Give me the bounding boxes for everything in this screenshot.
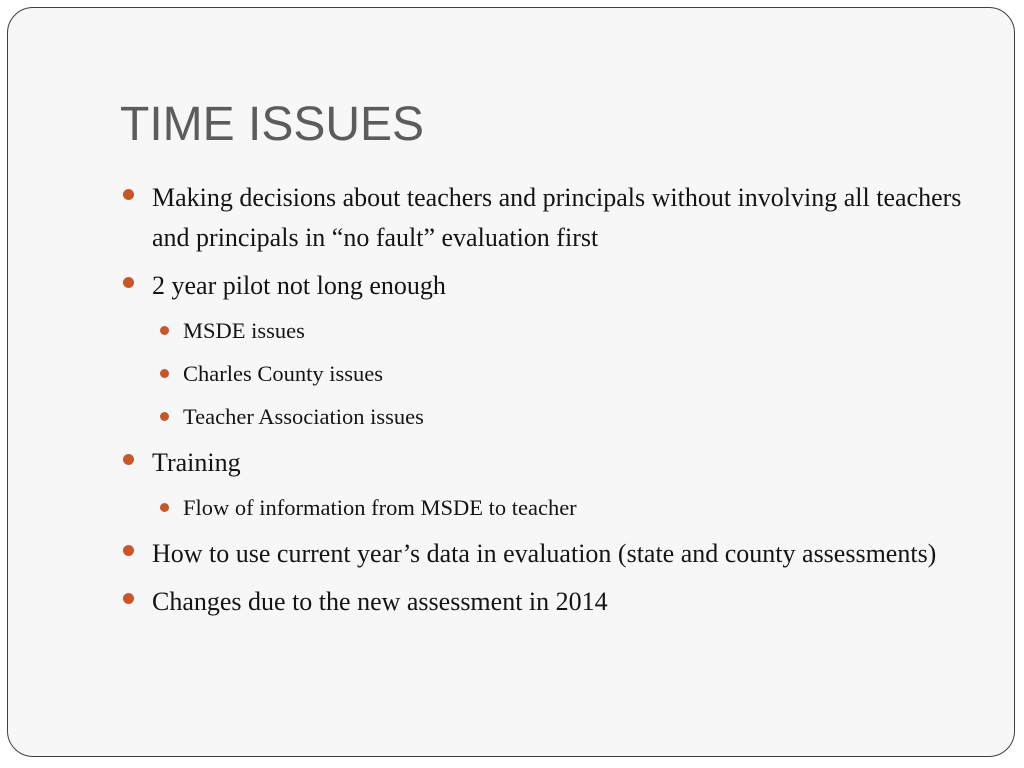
sub-bullet-text: MSDE issues (183, 318, 305, 343)
bullet-dot-icon (160, 412, 169, 421)
bullet-dot-icon (160, 503, 169, 512)
bullet-item (120, 178, 980, 258)
sub-bullet-text: Teacher Association issues (183, 404, 424, 429)
bullet-list (120, 178, 980, 630)
bullet-dot-icon (160, 326, 169, 335)
sub-bullet-item (120, 491, 980, 524)
bullet-text: How to use current year’s data in evaluation (state and county assessments) (152, 539, 937, 568)
bullet-item (120, 443, 980, 483)
bullet-dot-icon (123, 454, 134, 465)
bullet-text: 2 year pilot not long enough (152, 271, 446, 300)
bullet-text: Training (152, 448, 241, 477)
sub-bullet-item (120, 400, 980, 433)
bullet-dot-icon (160, 369, 169, 378)
bullet-item (120, 582, 980, 622)
bullet-dot-icon (123, 545, 134, 556)
bullet-dot-icon (123, 277, 134, 288)
bullet-item (120, 266, 980, 306)
bullet-dot-icon (123, 593, 134, 604)
bullet-text: Changes due to the new assessment in 2014 (152, 587, 608, 616)
bullet-text: Making decisions about teachers and principals without involving all teachers and principals in “no fault” evaluation first (152, 183, 962, 252)
sub-bullet-item (120, 314, 980, 347)
bullet-item (120, 534, 980, 574)
slide-frame (7, 7, 1015, 757)
sub-bullet-text: Flow of information from MSDE to teacher (183, 495, 577, 520)
bullet-dot-icon (123, 189, 134, 200)
sub-bullet-item (120, 357, 980, 390)
sub-bullet-text: Charles County issues (183, 361, 383, 386)
slide-title: TIME ISSUES (120, 98, 425, 151)
